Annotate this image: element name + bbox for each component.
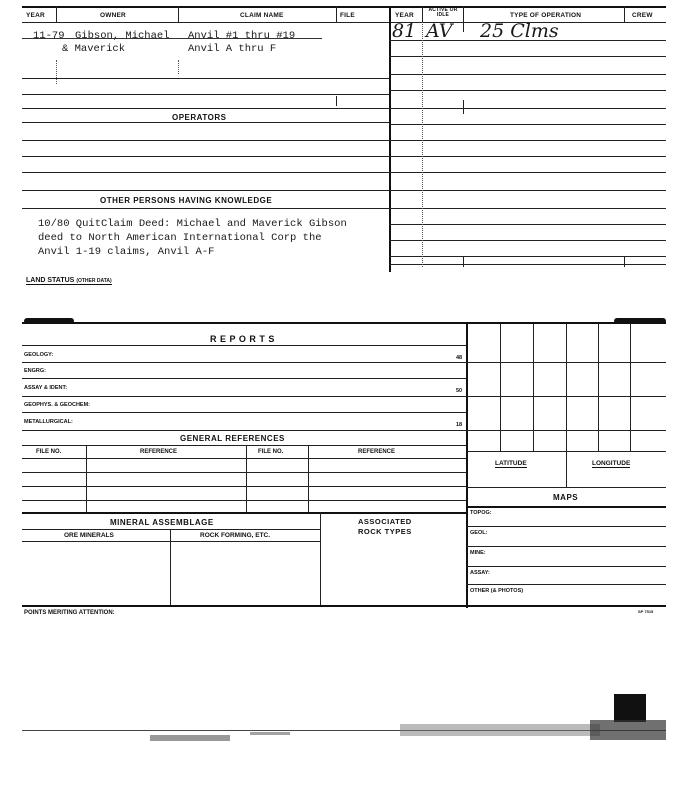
header-year-right: YEAR (395, 12, 414, 19)
ore-minerals-label: ORE MINERALS (64, 532, 114, 539)
header-file: FILE (340, 12, 355, 19)
header-type-of-operation: TYPE OF OPERATION (510, 12, 582, 19)
map-assay: ASSAY: (470, 570, 490, 576)
maps-title: MAPS (553, 493, 579, 502)
land-status-text: LAND STATUS (26, 277, 75, 284)
rock-types-label: ROCK TYPES (358, 527, 412, 536)
report-engrg: ENGRG: (24, 368, 46, 374)
scan-smudge-2 (400, 724, 600, 736)
form-number: SP 7515 (638, 609, 654, 614)
longitude-label: LONGITUDE (592, 460, 631, 467)
operation-entry-active-or-idle: AV (426, 20, 453, 42)
report-geology-num: 48 (456, 355, 463, 361)
other-persons-line2: deed to North American International Corp the (38, 232, 322, 244)
gr-file-no-2: FILE NO. (258, 449, 284, 455)
scan-smudge-1 (150, 735, 230, 741)
operation-entry-year: 81 (392, 20, 417, 42)
owner-entry-claim-line1: Anvil #1 thru #19 (188, 30, 296, 42)
map-mine: MINE: (470, 550, 486, 556)
header-claim-name: CLAIM NAME (240, 12, 284, 19)
report-geophys: GEOPHYS. & GEOCHEM: (24, 402, 91, 408)
gr-reference-1: REFERENCE (140, 449, 178, 455)
reports-title: R E P O R T S (210, 334, 275, 344)
header-crew: CREW (632, 12, 653, 19)
mineral-assemblage-title: MINERAL ASSEMBLAGE (110, 518, 214, 527)
scan-smudge-3 (590, 720, 666, 740)
header-active-or-idle: ACTIVE OR IDLE (428, 7, 458, 18)
points-meriting-attention: POINTS MERITING ATTENTION: (24, 610, 115, 616)
rock-forming-label: ROCK FORMING, ETC. (200, 532, 271, 539)
operation-entry-type: 25 Clms (480, 20, 559, 42)
other-persons-line3: Anvil 1-19 claims, Anvil A-F (38, 246, 215, 258)
black-square-mark (614, 694, 646, 722)
map-topog: TOPOG: (470, 510, 492, 516)
other-persons-line1: 10/80 QuitClaim Deed: Michael and Maverick Gibson (38, 218, 347, 230)
operators-title: OPERATORS (172, 113, 227, 122)
report-assay-num: 50 (456, 388, 463, 394)
associated-label: ASSOCIATED (358, 517, 412, 526)
map-geol: GEOL: (470, 530, 488, 536)
gr-reference-2: REFERENCE (358, 449, 396, 455)
general-references-title: GENERAL REFERENCES (180, 434, 285, 443)
owner-entry-owner-line2: & Maverick (62, 43, 126, 55)
other-persons-title: OTHER PERSONS HAVING KNOWLEDGE (100, 196, 273, 205)
header-owner: OWNER (100, 12, 126, 19)
owner-entry-year: 11-79 (33, 30, 65, 42)
land-status-label (26, 277, 112, 285)
owner-entry-owner-line1: Gibson, Michael (75, 30, 170, 42)
latitude-label: LATITUDE (495, 460, 527, 467)
report-metallurgical: METALLURGICAL: (24, 419, 73, 425)
report-geology: GEOLOGY: (24, 352, 54, 358)
land-status-sub: (OTHER DATA) (76, 278, 112, 284)
report-metallurgical-num: 18 (456, 422, 463, 428)
scan-smudge-4 (250, 732, 290, 735)
gr-file-no-1: FILE NO. (36, 449, 62, 455)
map-other: OTHER (& PHOTOS) (470, 588, 524, 594)
ink-blot-right (614, 318, 666, 324)
report-assay: ASSAY & IDENT: (24, 385, 68, 391)
owner-entry-claim-line2: Anvil A thru F (188, 43, 277, 55)
ink-blot-left (24, 318, 74, 324)
header-year: YEAR (26, 12, 45, 19)
